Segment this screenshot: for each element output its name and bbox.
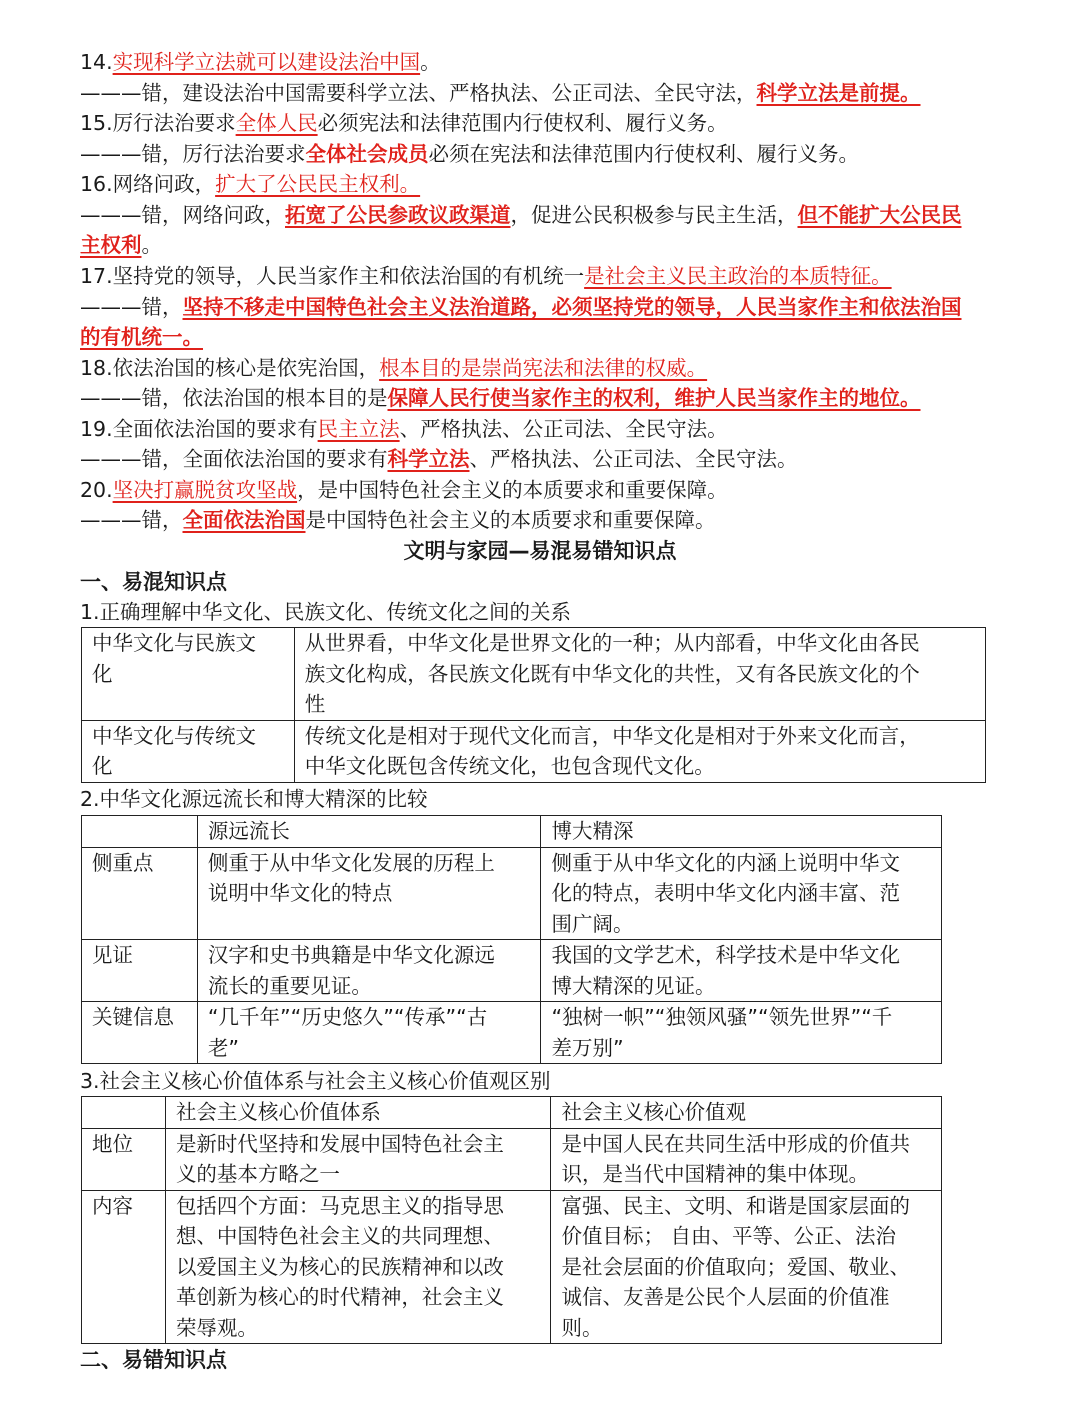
subheading-3: 3.社会主义核心价值体系与社会主义核心价值观区别 — [80, 1069, 551, 1093]
table-row — [82, 628, 986, 721]
table-core-values — [81, 1096, 942, 1344]
underlined-text: 全体人民 — [235, 111, 318, 135]
table-cell: 富强、民主、文明、和谐是国家层面的 价值目标； 自由、平等、公正、法治 是社会层面的价值取向；爱国、敬业、 诚信、友善是公民个人层面的价值准 则。 — [551, 1190, 942, 1344]
table-header-cell: 社会主义核心价值体系 — [165, 1097, 551, 1129]
underlined-text: 实现科学立法就可以建设法治中国 — [112, 50, 421, 74]
table-header-cell: 社会主义核心价值观 — [551, 1097, 942, 1129]
emphasis-text: 坚持不移走中国特色社会主义法治道路，必须坚持党的领导，人民当家作主和依法治国 — [182, 295, 962, 319]
emphasis-text: 保障人民行使当家作主的权利，维护人民当家作主的地位。 — [387, 386, 921, 410]
underlined-text: 根本目的是崇尚宪法和法律的权威。 — [379, 356, 708, 380]
table-cell: 侧重于从中华文化发展的历程上 说明中华文化的特点 — [197, 847, 541, 940]
table-header-cell — [82, 816, 198, 848]
underlined-text: 扩大了公民民主权利。 — [215, 172, 421, 196]
item-16-correction-cont: 主权利。 — [80, 233, 162, 257]
table-row — [82, 1128, 942, 1190]
table-row — [82, 940, 942, 1002]
item-15-statement: 15.厉行法治要求全体人民必须宪法和法律范围内行使权利、履行义务。 — [80, 111, 728, 135]
item-16-correction: ———错，网络问政，拓宽了公民参政议政渠道，促进公民积极参与民主生活，但不能扩大公民民 — [80, 203, 962, 227]
table-cell: 是中国人民在共同生活中形成的价值共 识，是当代中国精神的集中体现。 — [551, 1128, 942, 1190]
table-cell: “独树一帜”“独领风骚”“领先世界”“千 差万别” — [541, 1002, 942, 1064]
emphasis-text: 拓宽了公民参政议政渠道 — [285, 203, 511, 227]
table-header-row — [82, 1097, 942, 1129]
table-cell: 中华文化与民族文 化 — [82, 628, 295, 721]
table-cell: 是新时代坚持和发展中国特色社会主 义的基本方略之一 — [165, 1128, 551, 1190]
table-cell: 侧重点 — [82, 847, 198, 940]
emphasis-text: 全体社会成员 — [305, 142, 429, 166]
subheading-1: 1.正确理解中华文化、民族文化、传统文化之间的关系 — [80, 600, 572, 624]
underlined-text: 民主立法 — [317, 417, 400, 441]
table-header-row — [82, 816, 942, 848]
table-header-cell: 博大精深 — [541, 816, 942, 848]
item-20-statement: 20.坚决打赢脱贫攻坚战，是中国特色社会主义的本质要求和重要保障。 — [80, 478, 728, 502]
heading-confusable: 一、易混知识点 — [80, 570, 227, 594]
table-cell: 地位 — [82, 1128, 166, 1190]
emphasis-text: 科学立法是前提。 — [756, 81, 921, 105]
table-row — [82, 847, 942, 940]
emphasis-text: 科学立法 — [387, 447, 470, 471]
item-16-statement: 16.网络问政，扩大了公民民主权利。 — [80, 172, 421, 196]
emphasis-text: 全面依法治国 — [182, 508, 306, 532]
item-17-statement: 17.坚持党的领导，人民当家作主和依法治国的有机统一是社会主义民主政治的本质特征。 — [80, 264, 892, 288]
table-cell: 传统文化是相对于现代文化而言，中华文化是相对于外来文化而言， 中华文化既包含传统文化，也包含现代文化。 — [294, 720, 985, 782]
item-14-correction: ———错，建设法治中国需要科学立法、严格执法、公正司法、全民守法，科学立法是前提。 — [80, 81, 921, 105]
subheading-2: 2.中华文化源远流长和博大精深的比较 — [80, 787, 428, 811]
item-19-correction: ———错，全面依法治国的要求有科学立法、严格执法、公正司法、全民守法。 — [80, 447, 798, 471]
table-cell: 侧重于从中华文化的内涵上说明中华文 化的特点，表明中华文化内涵丰富、范 围广阔。 — [541, 847, 942, 940]
table-cell: 包括四个方面：马克思主义的指导思 想、中国特色社会主义的共同理想、 以爱国主义为核心的民族精神和以改 革创新为核心的时代精神，社会主义 荣辱观。 — [165, 1190, 551, 1344]
item-18-correction: ———错，依法治国的根本目的是保障人民行使当家作主的权利，维护人民当家作主的地位。 — [80, 386, 921, 410]
table-header-cell — [82, 1097, 166, 1129]
emphasis-text: 但不能扩大公民民 — [797, 203, 962, 227]
table-cell: 从世界看，中华文化是世界文化的一种；从内部看，中华文化由各民 族文化构成，各民族文化既有中华文化的共性，又有各民族文化的个 性 — [294, 628, 985, 721]
item-15-correction: ———错，厉行法治要求全体社会成员必须在宪法和法律范围内行使权利、履行义务。 — [80, 142, 859, 166]
table-row — [82, 720, 986, 782]
item-14-statement: 14.实现科学立法就可以建设法治中国。 — [80, 50, 441, 74]
underlined-text: 是社会主义民主政治的本质特征。 — [584, 264, 892, 288]
table-header-cell: 源远流长 — [197, 816, 541, 848]
table-row — [82, 1002, 942, 1064]
item-18-statement: 18.依法治国的核心是依宪治国，根本目的是崇尚宪法和法律的权威。 — [80, 356, 708, 380]
emphasis-text: 主权利 — [80, 233, 142, 257]
section-title: 文明与家园—易混易错知识点 — [403, 539, 677, 563]
item-17-correction-cont — [80, 322, 1010, 352]
table-cell: 关键信息 — [82, 1002, 198, 1064]
item-20-correction: ———错，全面依法治国是中国特色社会主义的本质要求和重要保障。 — [80, 508, 716, 532]
heading-error-prone: 二、易错知识点 — [80, 1348, 227, 1372]
table-cell: 内容 — [82, 1190, 166, 1344]
item-number: 14. — [80, 50, 113, 74]
item-19-statement: 19.全面依法治国的要求有民主立法、严格执法、公正司法、全民守法。 — [80, 417, 728, 441]
table-culture-relations — [81, 627, 986, 783]
item-17-correction: ———错，坚持不移走中国特色社会主义法治道路，必须坚持党的领导，人民当家作主和依法治国 — [80, 295, 962, 319]
table-cell: 见证 — [82, 940, 198, 1002]
table-cell: 我国的文学艺术，科学技术是中华文化 博大精深的见证。 — [541, 940, 942, 1002]
table-cell: 中华文化与传统文 化 — [82, 720, 295, 782]
emphasis-text: 的有机统一。 — [80, 325, 203, 349]
table-cell: “几千年”“历史悠久”“传承”“古 老” — [197, 1002, 541, 1064]
table-cell: 汉字和史书典籍是中华文化源远 流长的重要见证。 — [197, 940, 541, 1002]
underlined-text: 坚决打赢脱贫攻坚战 — [112, 478, 298, 502]
table-culture-comparison — [81, 815, 942, 1064]
table-row — [82, 1190, 942, 1344]
